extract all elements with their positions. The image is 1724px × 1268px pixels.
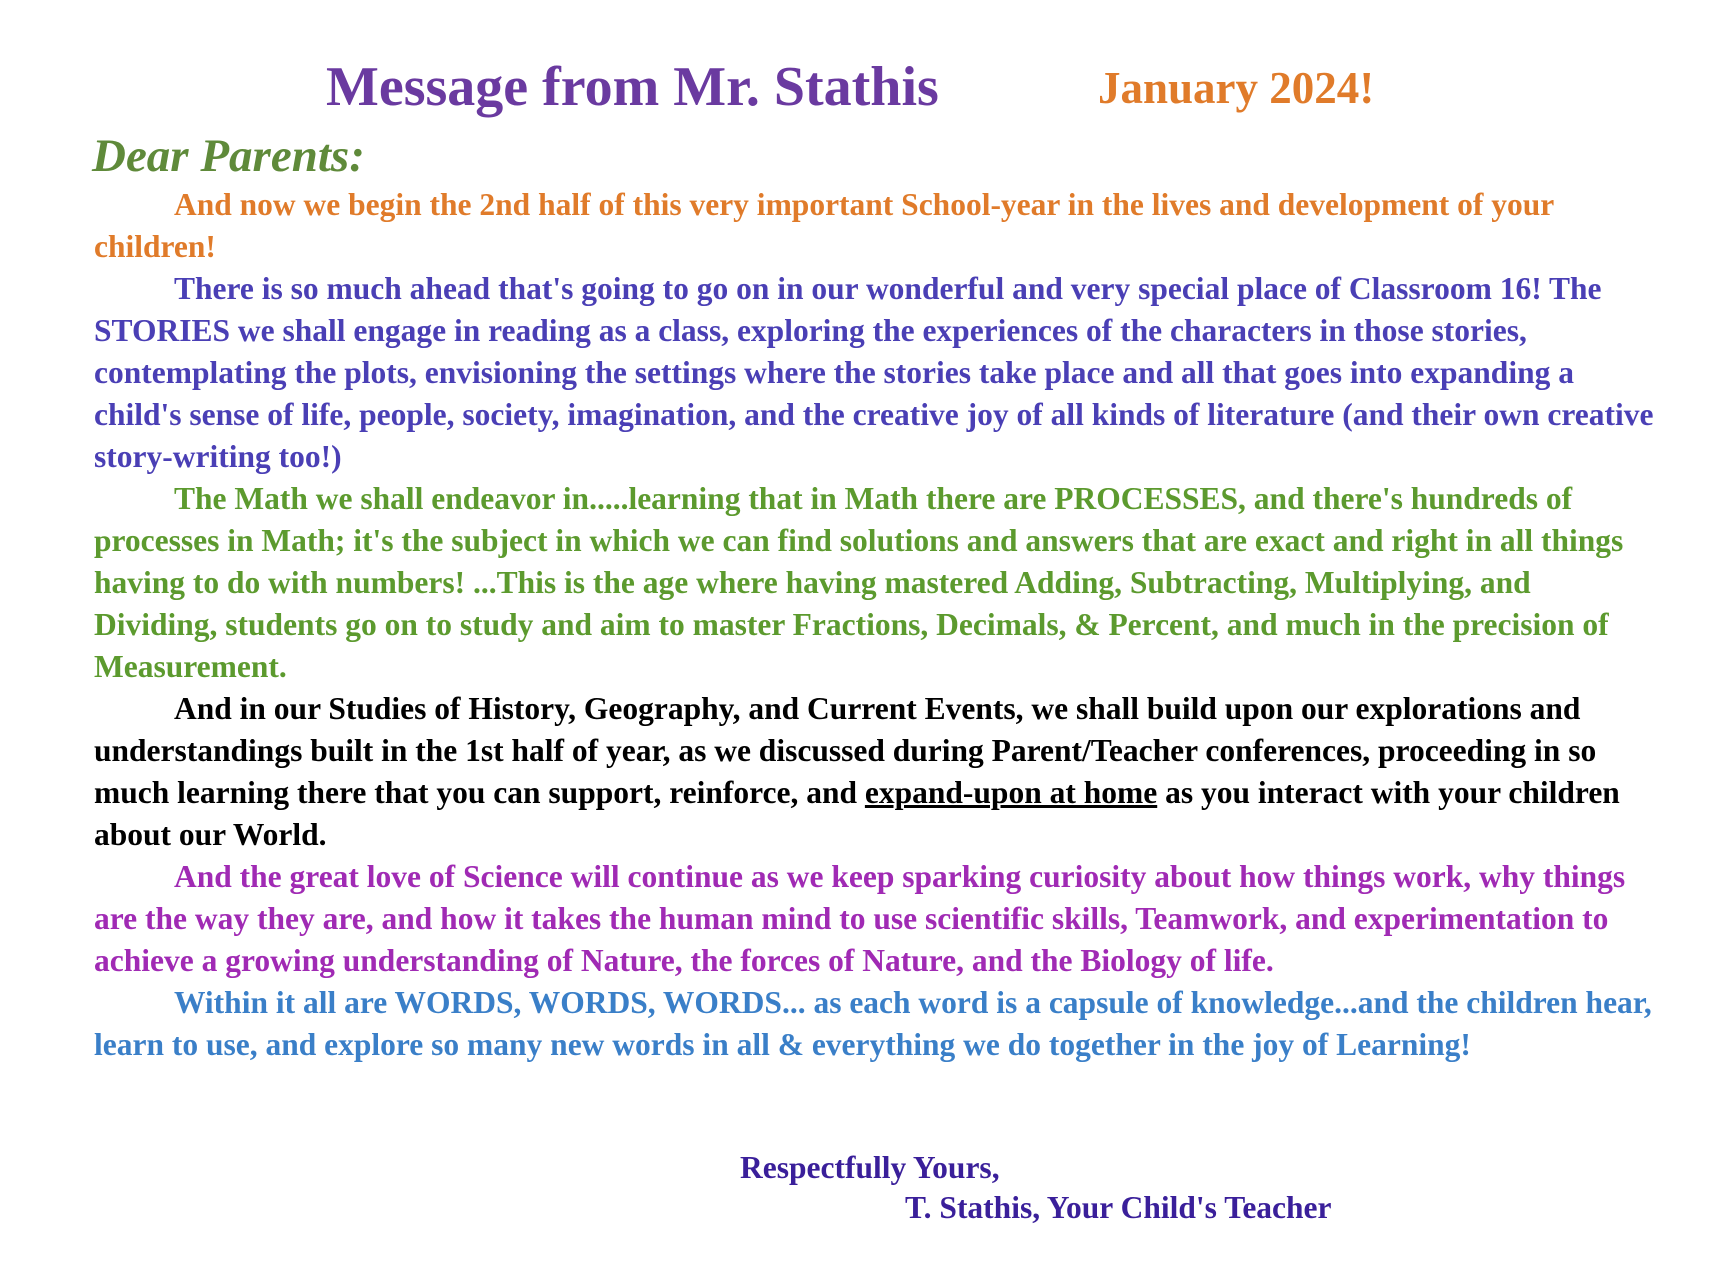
- title-row: [0, 52, 1724, 122]
- signature-line: T. Stathis, Your Child's Teacher: [905, 1190, 1332, 1225]
- letter-body: [94, 184, 1654, 1066]
- paragraph-intro: And now we begin the 2nd half of this very important School-year in the lives and development of your children!: [94, 187, 1554, 264]
- signoff: Respectfully Yours,: [740, 1150, 1000, 1185]
- paragraph-words: Within it all are WORDS, WORDS, WORDS... as each word is a capsule of knowledge...and the children hear, learn to use, and explore so many new words in all & everything we do together in the joy of Learning!: [94, 985, 1652, 1062]
- history-text-end: as you interact with your children about our World.: [94, 775, 1620, 852]
- page-title: Message from Mr. Stathis: [326, 56, 939, 118]
- salutation: Dear Parents:: [92, 130, 365, 182]
- title-date: January 2024!: [1098, 63, 1375, 113]
- history-underlined-text: expand-upon at home: [864, 775, 1158, 810]
- paragraph-science: And the great love of Science will continue as we keep sparking curiosity about how things work, why things are the way they are, and how it takes the human mind to use scientific skills, Teamwork, and experimentation to achieve a growing understanding of Nature, the forces of Nature, and the Biology of life.: [94, 859, 1626, 978]
- history-text-start: And in our Studies of History, Geography, and Current Events, we shall build upon our explorations and understandings built in the 1st half of year, as we discussed during Parent/Teacher conferences, proceeding in so much learning there that you can support, reinforce, and: [94, 691, 1597, 810]
- paragraph-history: [94, 688, 1654, 856]
- paragraph-reading: There is so much ahead that's going to go on in our wonderful and very special place of Classroom 16! The STORIES we shall engage in reading as a class, exploring the experiences of the characters in those stories, contemplating the plots, envisioning the settings where the stories take place and all that goes into expanding a child's sense of life, people, society, imagination, and the creative joy of all kinds of literature (and their own creative story-writing too!): [94, 271, 1654, 474]
- paragraph-math: The Math we shall endeavor in.....learning that in Math there are PROCESSES, and there's hundreds of processes in Math; it's the subject in which we can find solutions and answers that are exact and right in all things having to do with numbers! ...This is the age where having mastered Adding, Subtracting, Multiplying, and Dividing, students go on to study and aim to master Fractions, Decimals, & Percent, and much in the precision of Measurement.: [94, 481, 1624, 684]
